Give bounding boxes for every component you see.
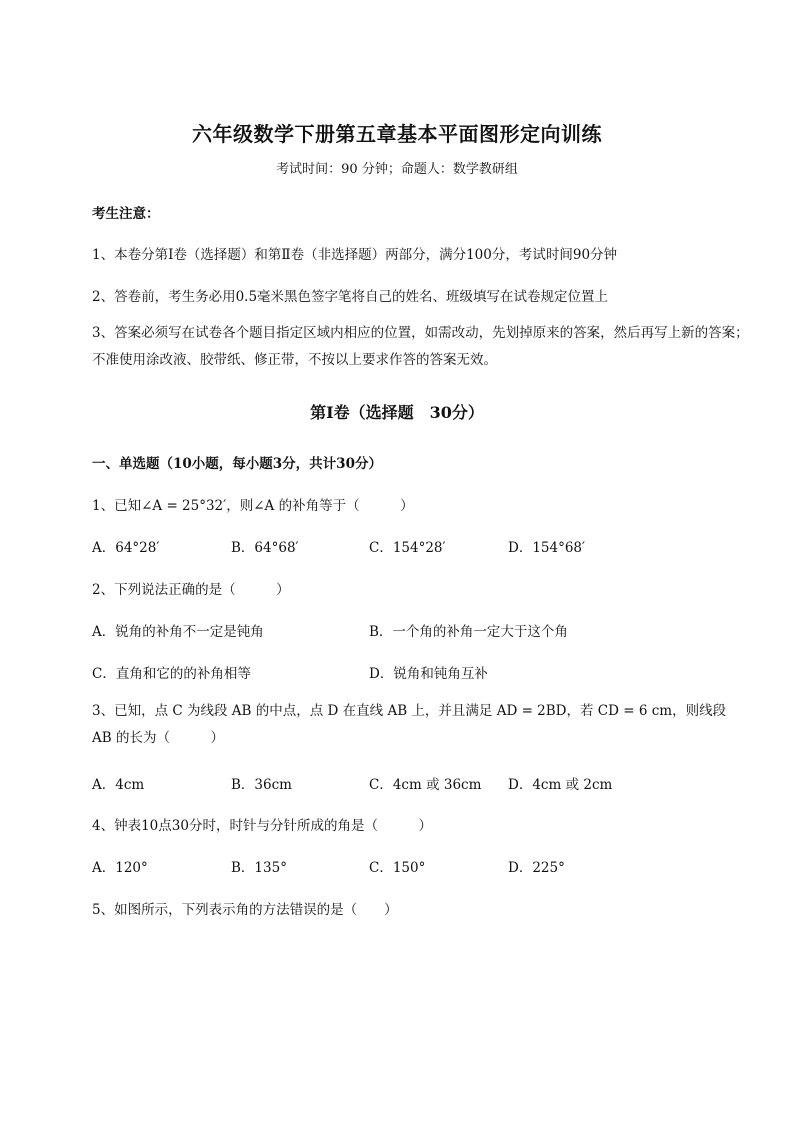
question-1-option-d: D．154°68′: [508, 540, 586, 556]
notice-heading: 考生注意：: [92, 206, 160, 222]
exam-subtitle: 考试时间：90 分钟；命题人：数学教研组: [276, 162, 518, 177]
question-4-option-c: C．150°: [369, 860, 426, 876]
notice-item-2: 2、答卷前，考生务必用0.5毫米黑色签字笔将自己的姓名、班级填写在试卷规定位置上: [92, 289, 609, 305]
question-2-stem: 2、下列说法正确的是（ ）: [92, 582, 290, 598]
notice-item-1: 1、本卷分第Ⅰ卷（选择题）和第Ⅱ卷（非选择题）两部分，满分100分，考试时间90分钟: [92, 247, 618, 263]
question-1-option-c: C．154°28′: [369, 540, 446, 556]
part-heading: 一、单选题（10小题，每小题3分，共计30分）: [92, 456, 382, 472]
question-4-stem: 4、钟表10点30分时，时针与分针所成的角是（ ）: [92, 818, 432, 834]
question-4-option-d: D．225°: [508, 860, 565, 876]
question-2-option-a: A．锐角的补角不一定是钝角: [92, 624, 264, 640]
question-2-option-c: C．直角和它的的补角相等: [92, 666, 251, 682]
question-2-option-d: D．锐角和钝角互补: [369, 666, 488, 682]
question-5-stem: 5、如图所示，下列表示角的方法错误的是（ ）: [92, 902, 398, 918]
exam-title: 六年级数学下册第五章基本平面图形定向训练: [192, 122, 602, 146]
question-3-option-c: C．4cm 或 36cm: [369, 777, 482, 793]
question-1-option-a: A．64°28′: [92, 540, 160, 556]
question-4-option-b: B．135°: [231, 860, 287, 876]
section-title: 第Ⅰ卷（选择题 30分）: [310, 403, 484, 422]
question-1-option-b: B．64°68′: [231, 540, 299, 556]
question-2-option-b: B．一个角的补角一定大于这个角: [369, 624, 568, 640]
question-3-option-a: A．4cm: [92, 777, 145, 793]
question-3-stem: 3、已知，点 C 为线段 AB 的中点，点 D 在直线 AB 上，并且满足 AD = 2BD，若 CD = 6 cm，则线段 AB 的长为（ ）: [92, 703, 727, 746]
question-4-option-a: A．120°: [92, 860, 148, 876]
question-3-option-b: B．36cm: [231, 777, 292, 793]
notice-item-3: 3、答案必须写在试卷各个题目指定区域内相应的位置，如需改动，先划掉原来的答案，然后再写上新的答案；不准使用涂改液、胶带纸、修正带，不按以上要求作答的答案无效。: [92, 325, 749, 368]
question-3-option-d: D．4cm 或 2cm: [508, 777, 613, 793]
question-1-stem: 1、已知∠A = 25°32′，则∠A 的补角等于（ ）: [92, 498, 414, 514]
